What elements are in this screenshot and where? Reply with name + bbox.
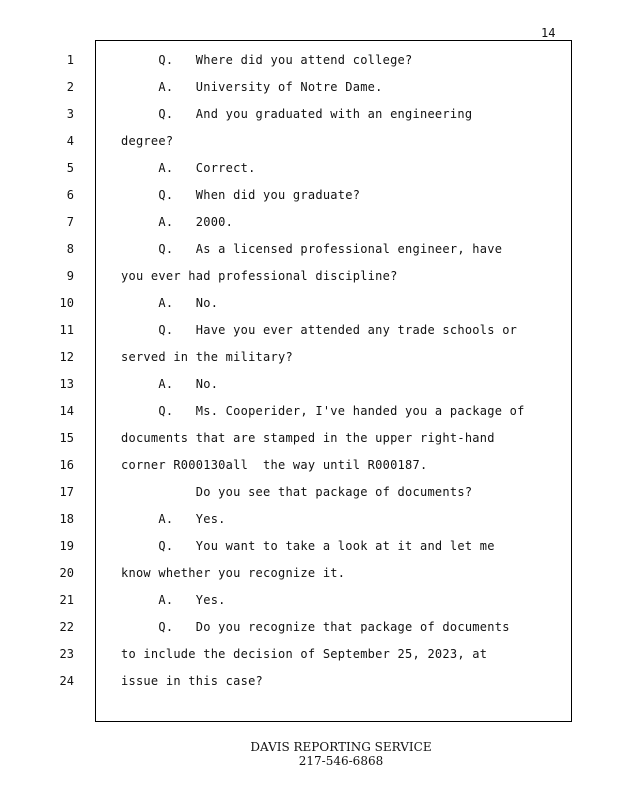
transcript-line: A. Yes. [121,512,226,526]
line-number: 19 [59,539,74,553]
line-number: 2 [66,80,74,94]
transcript-line: know whether you recognize it. [121,566,346,580]
line-number: 1 [66,53,74,67]
footer-company: DAVIS REPORTING SERVICE [250,740,432,754]
transcript-body [121,52,571,700]
footer-phone: 217-546-6868 [298,754,384,768]
transcript-line: to include the decision of September 25, 2023, at [121,647,488,661]
line-number: 9 [66,269,74,283]
line-number: 13 [59,377,74,391]
transcript-line: issue in this case? [121,674,264,688]
transcript-line: A. Yes. [121,593,226,607]
transcript-line: you ever had professional discipline? [121,269,398,283]
line-number: 24 [59,674,74,688]
transcript-line: Q. You want to take a look at it and let me [121,539,495,553]
transcript-line: Q. Where did you attend college? [121,53,413,67]
transcript-line: A. No. [121,377,219,391]
transcript-line: Q. And you graduated with an engineering [121,107,473,121]
line-number: 21 [59,593,74,607]
line-number: 17 [59,485,74,499]
line-number: 5 [66,161,74,175]
footer [0,740,618,768]
line-number: 12 [59,350,74,364]
line-number: 7 [66,215,74,229]
line-number: 11 [59,323,74,337]
line-number: 8 [66,242,74,256]
line-number: 3 [66,107,74,121]
transcript-line: A. 2000. [121,215,234,229]
line-number: 22 [59,620,74,634]
page-number: 14 [541,26,556,40]
line-number: 18 [59,512,74,526]
transcript-line: served in the military? [121,350,293,364]
transcript-line: Do you see that package of documents? [121,485,473,499]
line-number: 14 [59,404,74,418]
line-number: 6 [66,188,74,202]
transcript-line: A. University of Notre Dame. [121,80,383,94]
line-number: 20 [59,566,74,580]
transcript-line: corner R000130all the way until R000187. [121,458,428,472]
transcript-line: Q. When did you graduate? [121,188,361,202]
transcript-line: documents that are stamped in the upper right-hand [121,431,495,445]
transcript-line: degree? [121,134,174,148]
transcript-line: A. Correct. [121,161,256,175]
line-number: 4 [66,134,74,148]
line-number-column [48,52,74,700]
transcript-line: A. No. [121,296,219,310]
line-number: 16 [59,458,74,472]
transcript-line: Q. Have you ever attended any trade schools or [121,323,518,337]
line-number: 15 [59,431,74,445]
transcript-line: Q. Ms. Cooperider, I've handed you a package of [121,404,525,418]
transcript-line: Q. As a licensed professional engineer, have [121,242,503,256]
line-number: 23 [59,647,74,661]
transcript-line: Q. Do you recognize that package of documents [121,620,510,634]
line-number: 10 [59,296,74,310]
